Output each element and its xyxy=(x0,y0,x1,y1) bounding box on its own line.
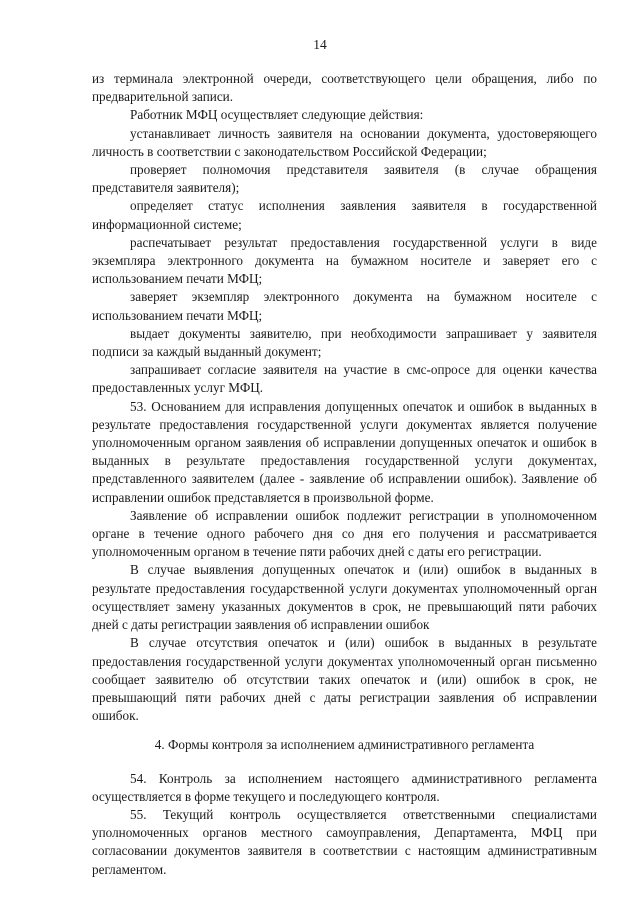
list-item: проверяет полномочия представителя заявителя (в случае обращения представителя заявителя); xyxy=(92,162,597,196)
list-item: выдает документы заявителю, при необходимости запрашивает у заявителя подписи за каждый выданный документ; xyxy=(92,325,597,360)
list-item: распечатывает результат предоставления государственной услуги в виде экземпляра электронного документа на бумажном носителе и заверяет его с использованием печати МФЦ; xyxy=(92,234,597,287)
list-item: запрашивает согласие заявителя на участие в смс-опросе для оценки качества предоставленных услуг МФЦ. xyxy=(92,362,597,396)
list-item: устанавливает личность заявителя на основании документа, удостоверяющего личность в соответствии с законодательством Российской Федерации; xyxy=(92,125,597,159)
clause-54: 54. Контроль за исполнением настоящего административного регламента осуществляется в форме текущего и последующего контроля. xyxy=(92,770,597,804)
document-body xyxy=(92,70,597,879)
paragraph: из терминала электронной очереди, соответствующего цели обращения, либо по предварительной записи. xyxy=(92,71,597,105)
paragraph: Работник МФЦ осуществляет следующие действия: xyxy=(130,107,424,123)
list-item: определяет статус исполнения заявления заявителя в государственной информационной системе; xyxy=(92,198,597,232)
paragraph: В случае выявления допущенных опечаток и (или) ошибок в выданных в результате предоставления государственной услуги документах уполномоченный орган осуществляет замену указанных документов в срок, не превышающий пяти рабочих дней с даты регистрации заявления об исправлении ошибок xyxy=(92,562,597,633)
section-heading: 4. Формы контроля за исполнением административного регламента xyxy=(154,737,535,753)
list-item: заверяет экземпляр электронного документа на бумажном носителе с использованием печати МФЦ; xyxy=(92,289,597,323)
page-number: 14 xyxy=(313,37,327,52)
clause-55: 55. Текущий контроль осуществляется ответственными специалистами уполномоченных органов местного самоуправления, Департамента, МФЦ при согласовании документов заявителя в соответствии с настоящим административным регламентом. xyxy=(92,806,597,877)
clause-53: 53. Основанием для исправления допущенных опечаток и ошибок в выданных в результате предоставления государственной услуги документах является получение уполномоченным органом заявления об исправлении допущенных опечаток и ошибок в выданных в результате предоставления государственной услуги документах, представленного заявителем (далее - заявление об исправлении ошибок). Заявление об исправлении ошибок представляется в произвольной форме. xyxy=(92,398,597,505)
paragraph: Заявление об исправлении ошибок подлежит регистрации в уполномоченном органе в течение одного рабочего дня со дня его получения и рассматривается уполномоченным органом в течение пяти рабочих дней с даты его регистрации. xyxy=(92,507,597,560)
paragraph: В случае отсутствия опечаток и (или) ошибок в выданных в результате предоставления государственной услуги документах уполномоченный орган письменно сообщает заявителю об отсутствии таких опечаток и (или) ошибок в срок, не превышающий пяти рабочих дней с даты регистрации заявления об исправлении ошибок. xyxy=(92,635,597,724)
